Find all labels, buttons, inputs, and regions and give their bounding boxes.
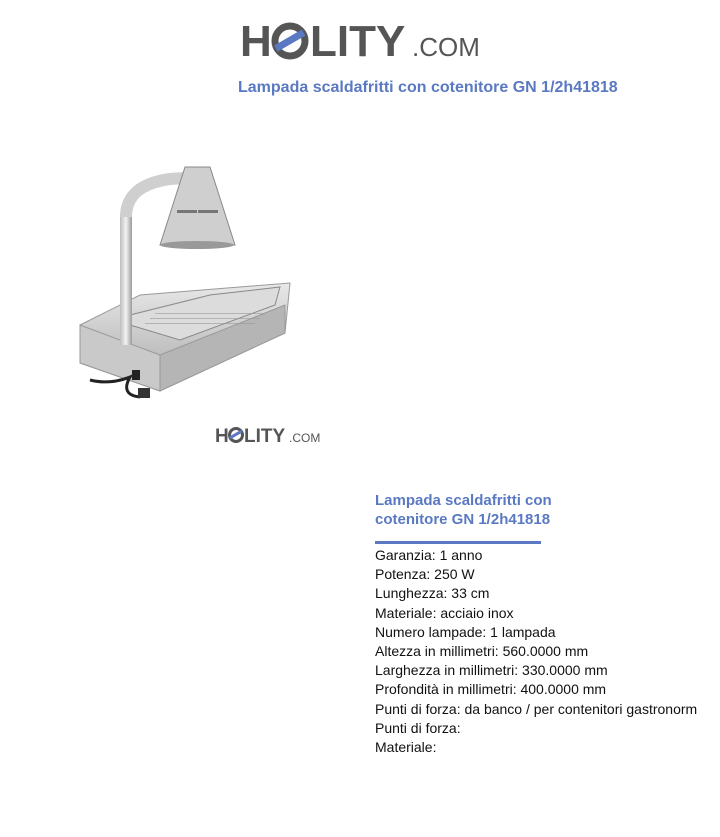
svg-text:LITY: LITY <box>244 426 286 446</box>
divider <box>375 541 541 544</box>
spec-item: Materiale: <box>375 739 437 756</box>
spec-item: Profondità in millimetri: 400.0000 mm <box>375 681 607 698</box>
holity-logo-icon <box>240 16 480 66</box>
site-logo[interactable] <box>240 16 480 66</box>
product-image <box>70 155 370 410</box>
watermark-logo <box>215 424 335 446</box>
spec-item: Larghezza in millimetri: 330.0000 mm <box>375 662 608 679</box>
spec-item: Potenza: 250 W <box>375 566 475 583</box>
spec-item: Materiale: acciaio inox <box>375 604 514 621</box>
svg-text:H: H <box>215 426 229 446</box>
spec-item: Lunghezza: 33 cm <box>375 585 490 602</box>
holity-watermark-icon <box>215 424 335 446</box>
svg-text:.COM: .COM <box>412 32 480 62</box>
spec-list <box>375 546 697 757</box>
spec-item: Punti di forza: da banco / per contenitori gastronorm <box>375 700 698 717</box>
spec-item: Altezza in millimetri: 560.0000 mm <box>375 643 589 660</box>
spec-item: Punti di forza: <box>375 719 461 736</box>
svg-text:LITY: LITY <box>310 17 406 66</box>
spec-item: Garanzia: 1 anno <box>375 547 483 563</box>
spec-item: Numero lampade: 1 lampada <box>375 623 556 640</box>
product-title: Lampada scaldafritti con cotenitore GN 1/2h41818 <box>375 492 552 528</box>
svg-text:.COM: .COM <box>289 431 321 445</box>
page-title: Lampada scaldafritti con cotenitore GN 1/2h41818 <box>238 79 618 96</box>
svg-text:H: H <box>240 17 272 66</box>
